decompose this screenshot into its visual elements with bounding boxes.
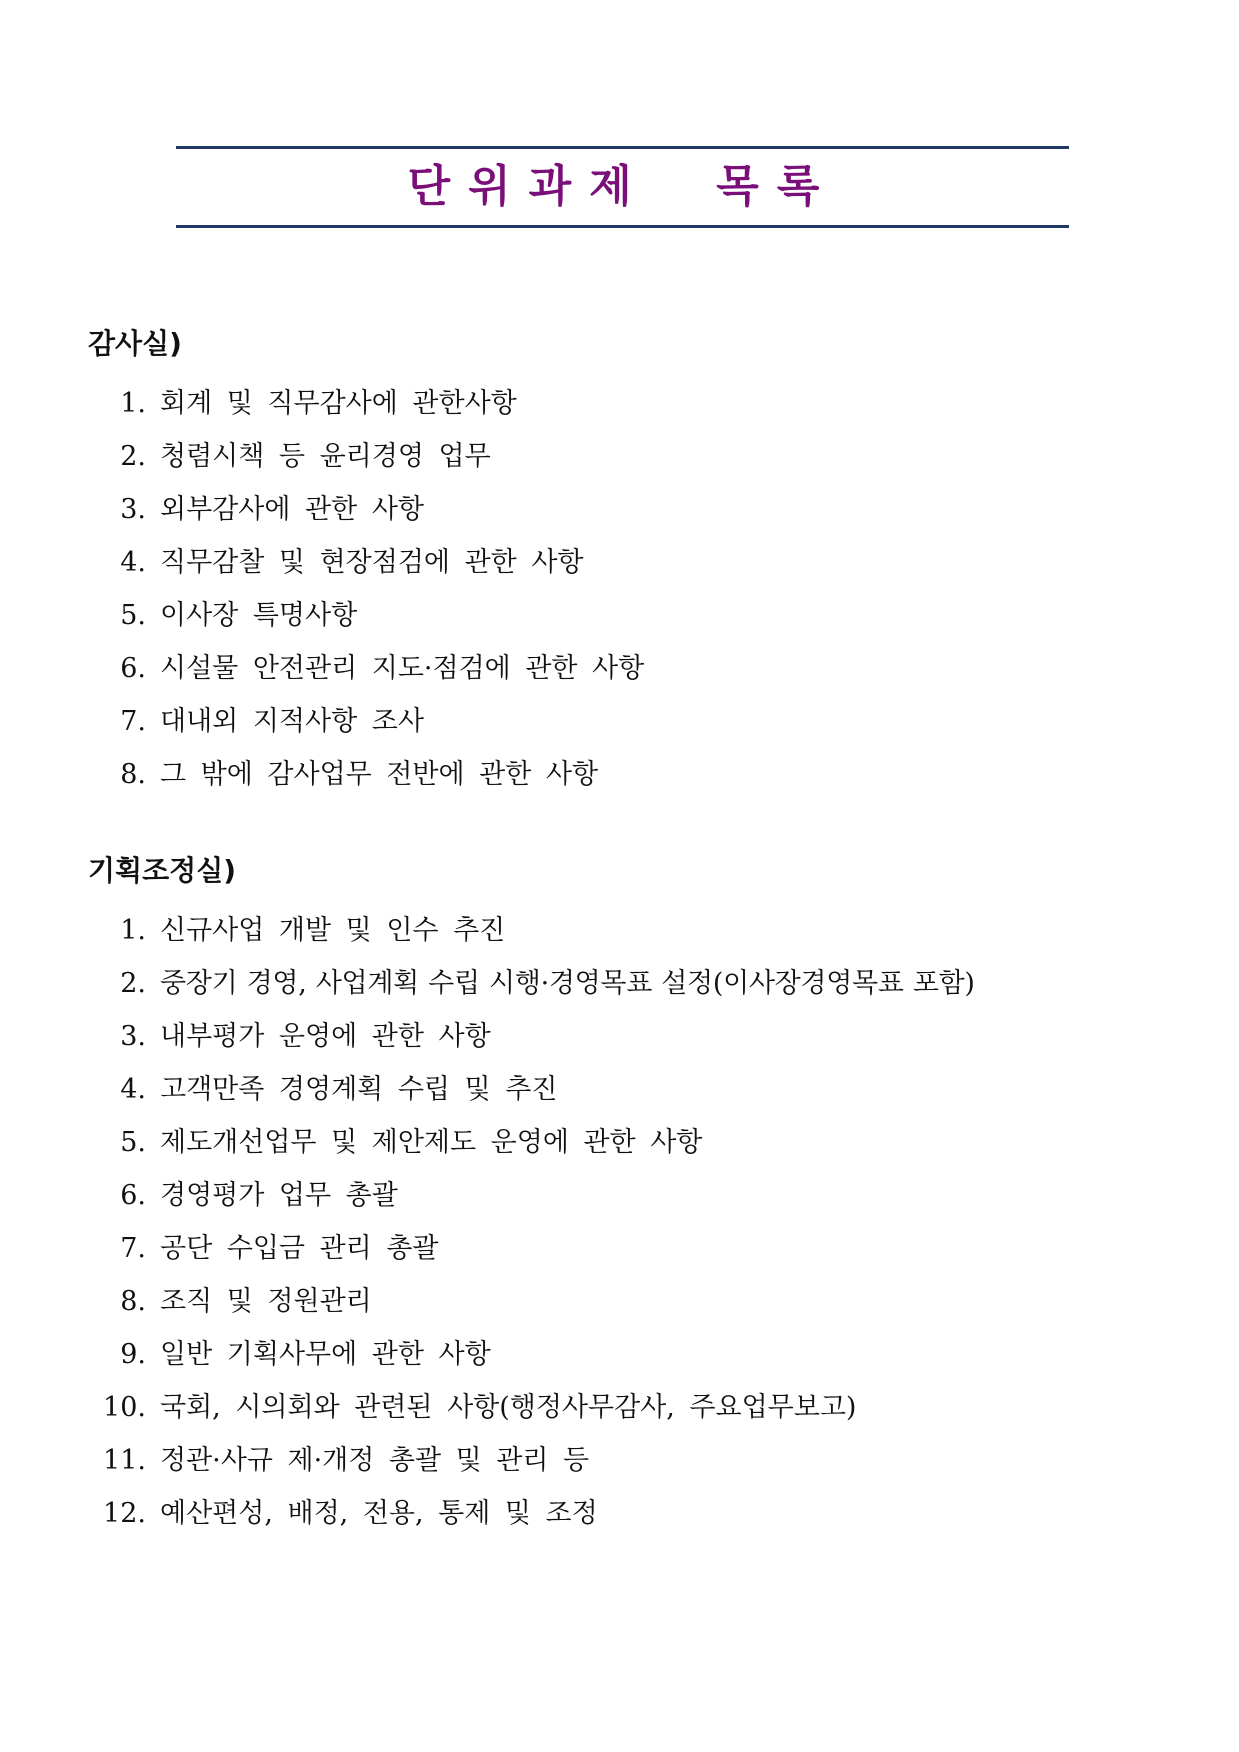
list-item	[88, 1014, 975, 1067]
list-item	[88, 1279, 975, 1332]
item-text: 일반 기획사무에 관한 사항	[160, 1339, 491, 1370]
list-item	[88, 1120, 975, 1173]
item-number: 11.	[103, 1445, 146, 1476]
list-item	[88, 540, 644, 593]
item-number: 3.	[120, 1021, 146, 1052]
item-number: 6.	[120, 1180, 146, 1211]
item-text: 공단 수입금 관리 총괄	[160, 1233, 439, 1264]
list-item	[88, 1491, 975, 1544]
item-text: 시설물 안전관리 지도·점검에 관한 사항	[160, 653, 645, 684]
item-number: 3.	[120, 494, 146, 525]
item-text: 내부평가 운영에 관한 사항	[160, 1021, 491, 1052]
item-number: 4.	[120, 547, 146, 578]
item-text: 중장기 경영, 사업계획 수립 시행·경영목표 설정(이사장경영목표 포함)	[160, 968, 975, 999]
list-item	[88, 1438, 975, 1491]
item-text: 신규사업 개발 및 인수 추진	[160, 915, 506, 946]
list-item	[88, 1173, 975, 1226]
item-number: 6.	[120, 653, 146, 684]
task-list	[88, 381, 644, 805]
list-item	[88, 1385, 975, 1438]
section-audit-office	[88, 327, 644, 805]
section-heading: 감사실)	[88, 327, 182, 360]
item-number: 8.	[120, 1286, 146, 1317]
list-item	[88, 381, 644, 434]
section-heading: 기획조정실)	[88, 854, 237, 887]
list-item	[88, 752, 644, 805]
list-item	[88, 961, 975, 1014]
item-text: 조직 및 정원관리	[160, 1286, 372, 1317]
item-text: 제도개선업무 및 제안제도 운영에 관한 사항	[160, 1127, 703, 1158]
item-number: 5.	[120, 600, 146, 631]
item-number: 7.	[120, 1233, 146, 1264]
list-item	[88, 487, 644, 540]
item-text: 그 밖에 감사업무 전반에 관한 사항	[160, 759, 599, 790]
list-item	[88, 1226, 975, 1279]
item-number: 12.	[103, 1498, 146, 1529]
item-number: 2.	[120, 441, 146, 472]
list-item	[88, 434, 644, 487]
item-number: 1.	[120, 915, 146, 946]
list-item	[88, 1332, 975, 1385]
item-text: 청렴시책 등 윤리경영 업무	[160, 441, 491, 472]
item-text: 외부감사에 관한 사항	[160, 494, 424, 525]
list-item	[88, 908, 975, 961]
item-number: 5.	[120, 1127, 146, 1158]
item-text: 정관·사규 제·개정 총괄 및 관리 등	[160, 1445, 590, 1476]
page-title: 단위과제 목록	[407, 161, 838, 212]
item-number: 4.	[120, 1074, 146, 1105]
item-text: 대내외 지적사항 조사	[160, 706, 424, 737]
item-number: 9.	[120, 1339, 146, 1370]
item-text: 경영평가 업무 총괄	[160, 1180, 398, 1211]
item-number: 2.	[120, 968, 146, 999]
list-item	[88, 699, 644, 752]
title-block	[176, 146, 1069, 228]
item-number: 7.	[120, 706, 146, 737]
item-text: 국회, 시의회와 관련된 사항(행정사무감사, 주요업무보고)	[160, 1392, 857, 1423]
task-list	[88, 908, 975, 1544]
item-number: 10.	[103, 1392, 146, 1423]
list-item	[88, 593, 644, 646]
item-text: 회계 및 직무감사에 관한사항	[160, 388, 517, 419]
list-item	[88, 646, 644, 699]
item-number: 8.	[120, 759, 146, 790]
item-text: 직무감찰 및 현장점검에 관한 사항	[160, 547, 584, 578]
list-item	[88, 1067, 975, 1120]
item-text: 예산편성, 배정, 전용, 통제 및 조정	[160, 1498, 598, 1529]
item-number: 1.	[120, 388, 146, 419]
section-planning-office	[88, 854, 975, 1544]
item-text: 이사장 특명사항	[160, 600, 358, 631]
item-text: 고객만족 경영계획 수립 및 추진	[160, 1074, 558, 1105]
